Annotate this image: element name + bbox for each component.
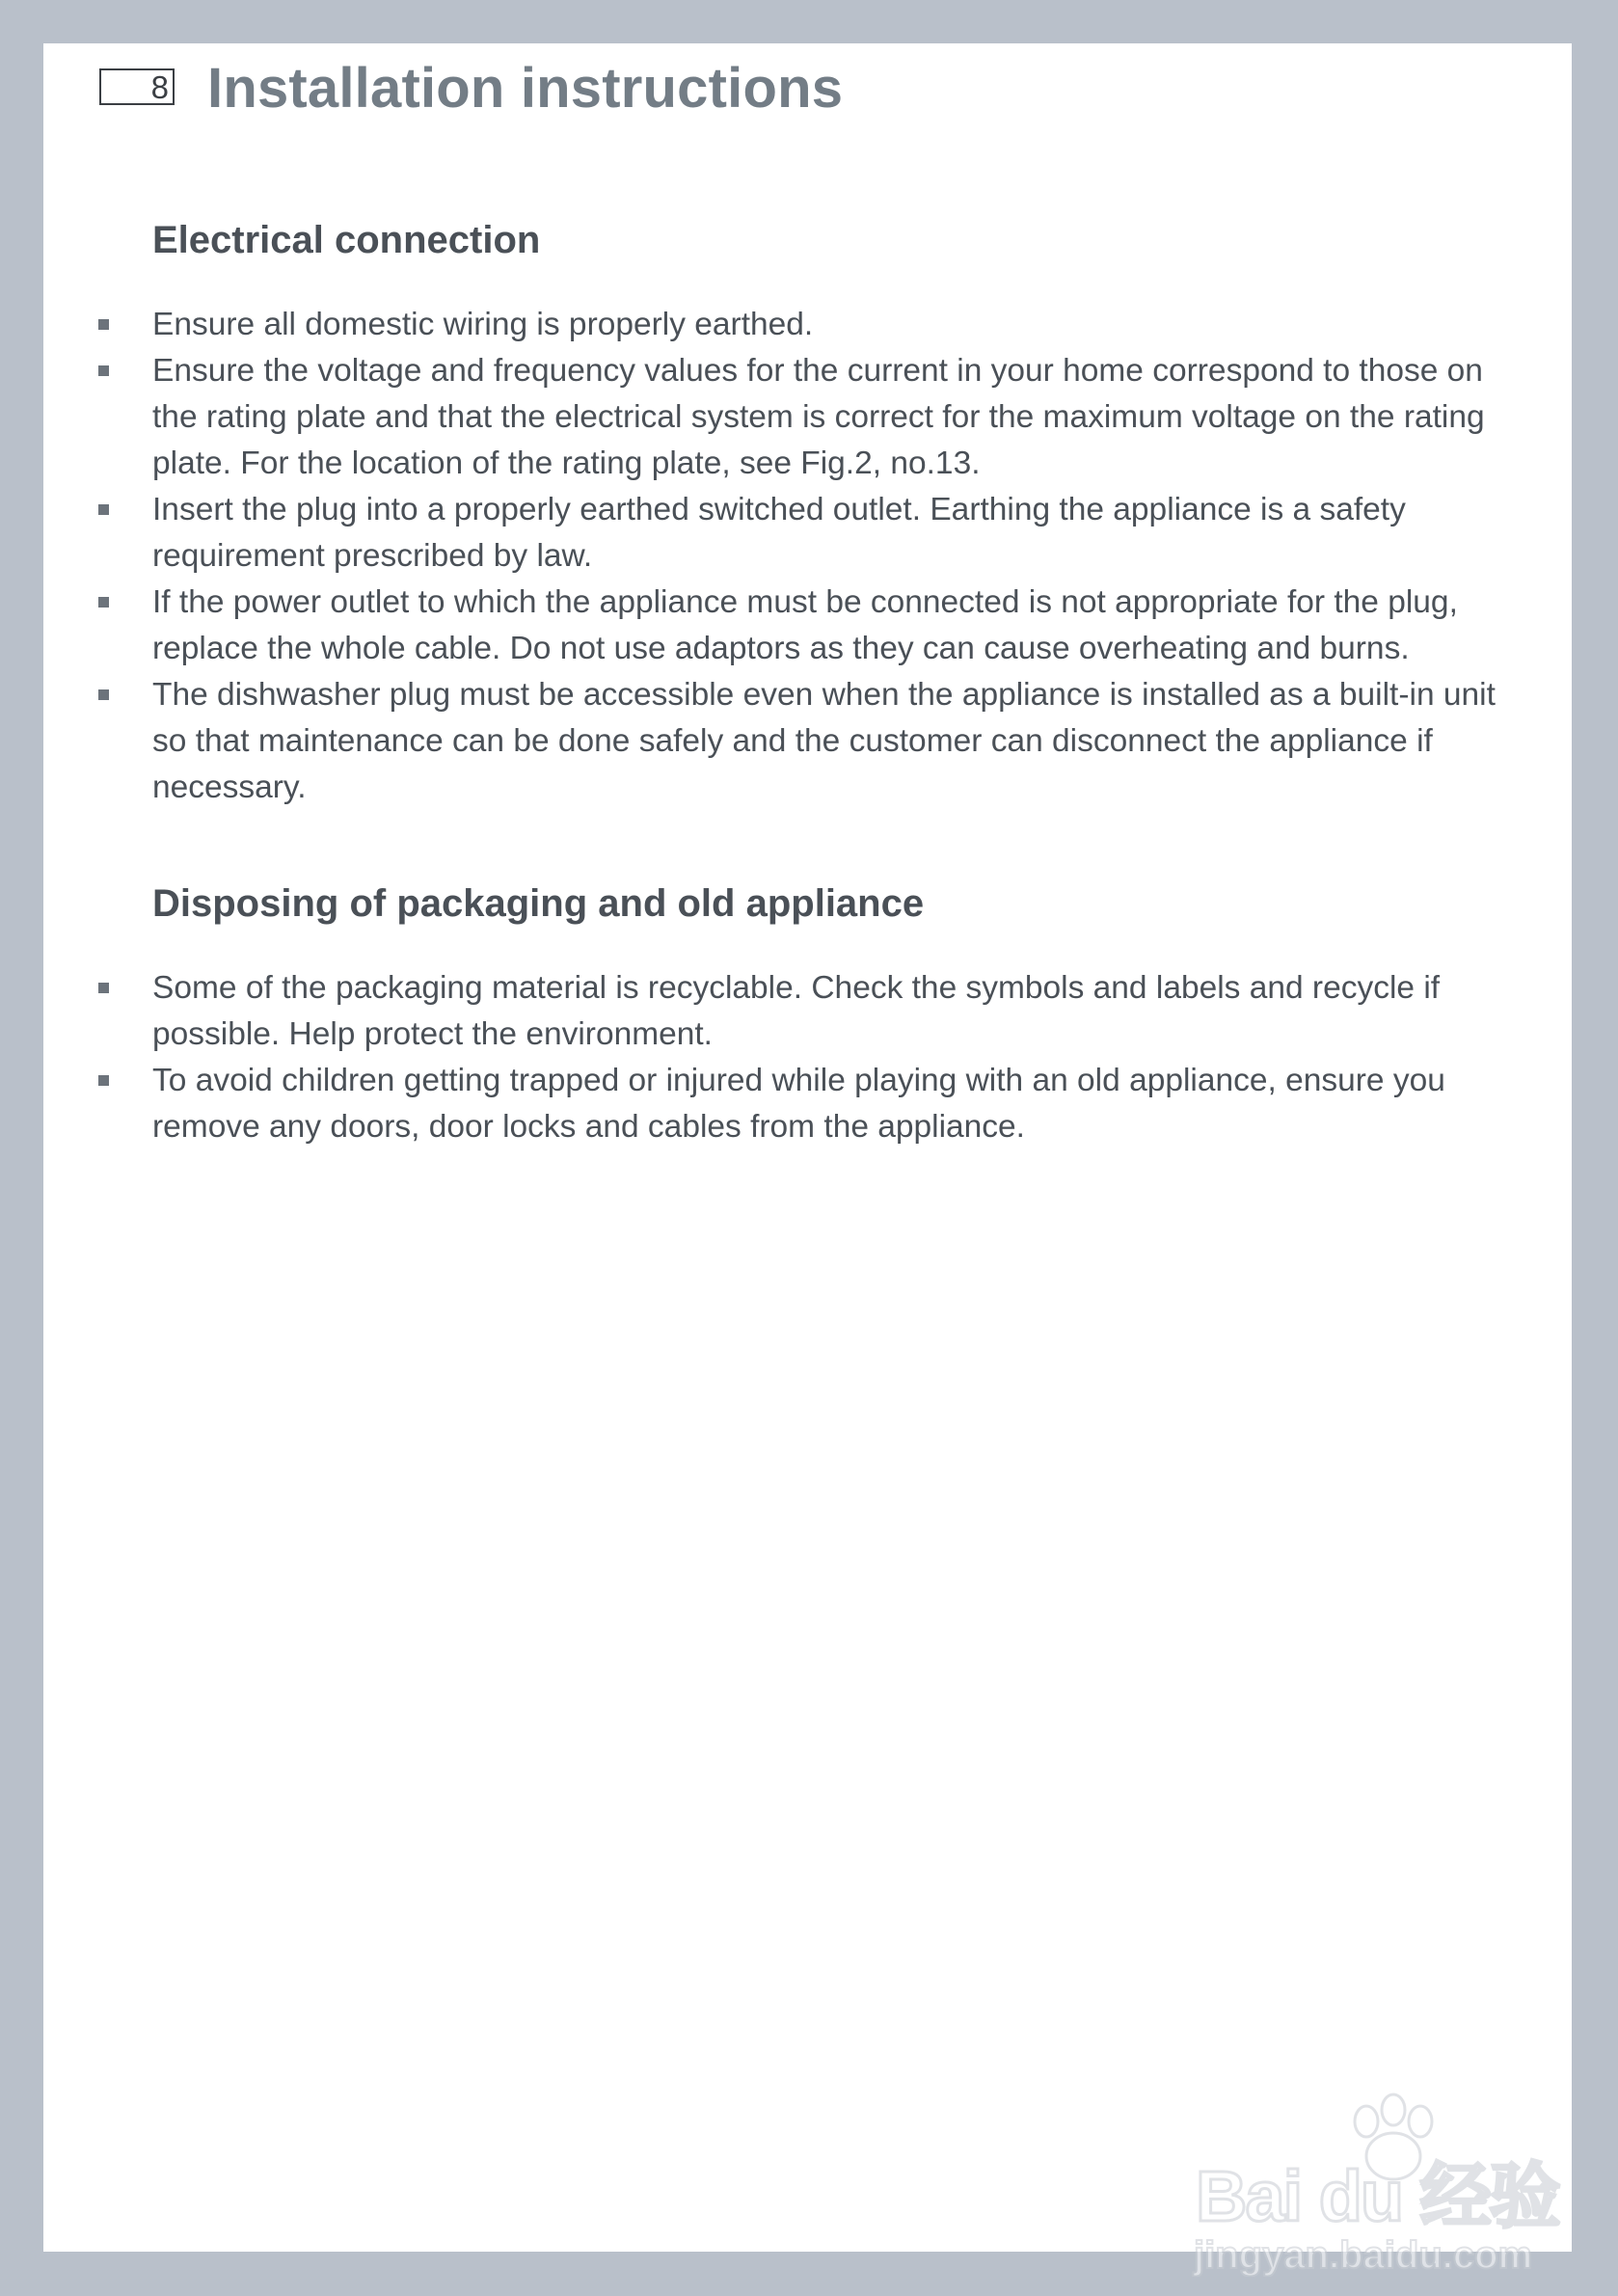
list-item-text: Ensure the voltage and frequency values for the current in your home correspond to those on the rating plate and that the electrical system is correct for the maximum voltage on the rating plate. For the location of the rating plate, see Fig.2, no.13.	[152, 353, 1485, 481]
bullet-list	[43, 302, 1572, 811]
list-item	[43, 348, 1572, 487]
list-item	[43, 965, 1572, 1058]
bullet-icon	[98, 597, 109, 608]
document-page	[43, 43, 1572, 2277]
section-electrical-connection	[43, 215, 1572, 811]
bullet-icon	[98, 983, 109, 993]
list-item	[43, 580, 1572, 672]
bullet-icon	[98, 319, 109, 330]
list-item-text: Insert the plug into a properly earthed switched outlet. Earthing the appliance is a safety requirement prescribed by law.	[152, 492, 1406, 574]
bullet-icon	[98, 1075, 109, 1086]
page-number-box: 8	[99, 68, 175, 105]
section-disposing-packaging	[43, 878, 1572, 1150]
list-item-text: Ensure all domestic wiring is properly earthed.	[152, 307, 814, 342]
list-item-text: If the power outlet to which the appliance must be connected is not appropriate for the plug, replace the whole cable. Do not use adaptors as they can cause overheating and burns.	[152, 584, 1458, 666]
list-item	[43, 672, 1572, 811]
bullet-icon	[98, 504, 109, 515]
baidu-watermark	[1176, 2093, 1581, 2285]
list-item	[43, 487, 1572, 580]
list-item	[43, 302, 1572, 348]
list-item-text: To avoid children getting trapped or injured while playing with an old appliance, ensure you remove any doors, door locks and cables from the appliance.	[152, 1063, 1445, 1145]
list-item	[43, 1058, 1572, 1150]
bullet-icon	[98, 689, 109, 700]
page-title: Installation instructions	[207, 57, 844, 120]
list-item-text: Some of the packaging material is recyclable. Check the symbols and labels and recycle if possible. Help protect the environment.	[152, 970, 1441, 1052]
watermark-logo-text: Bai du 经验	[1196, 2156, 1559, 2236]
list-item-text: The dishwasher plug must be accessible even when the appliance is installed as a built-in unit so that maintenance can be done safely and the customer can disconnect the appliance if necessary.	[152, 677, 1496, 805]
section-heading: Disposing of packaging and old appliance	[152, 882, 925, 925]
watermark-url: jingyan.baidu.com	[1194, 2234, 1533, 2277]
bullet-list	[43, 965, 1572, 1150]
section-heading: Electrical connection	[152, 219, 541, 261]
bullet-icon	[98, 365, 109, 376]
